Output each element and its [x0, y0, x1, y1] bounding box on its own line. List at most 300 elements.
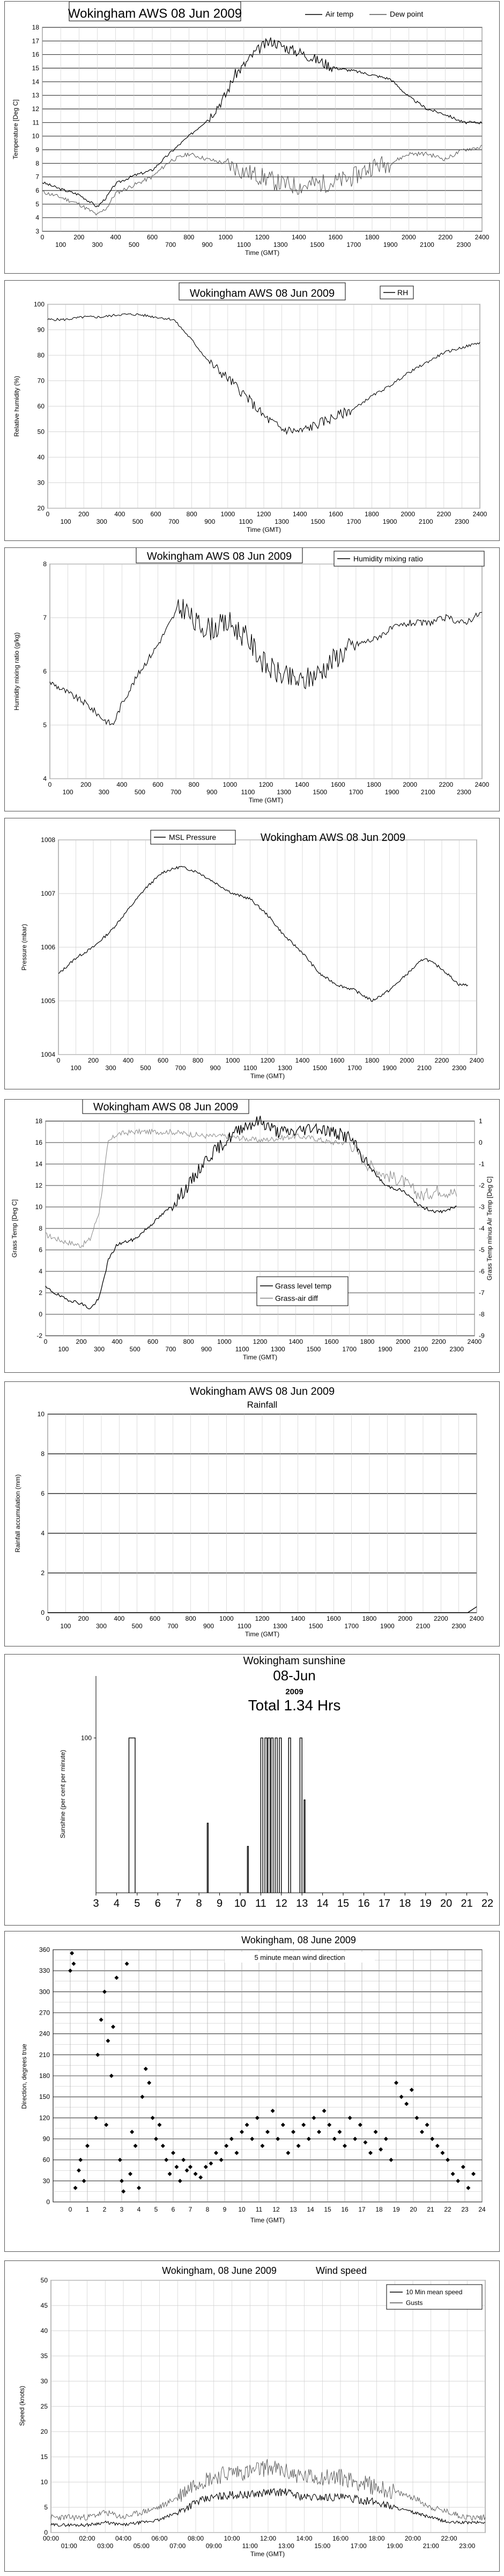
x-tick-label: 600 — [147, 1338, 159, 1345]
direction-point — [104, 2123, 108, 2127]
direction-point — [374, 2129, 378, 2134]
x-tick-label: 05:00 — [133, 2542, 150, 2550]
x-tick-label: 2300 — [451, 1622, 466, 1630]
x-tick-label: 100 — [60, 518, 71, 525]
y-tick-label: 6 — [41, 1490, 45, 1497]
y-tick-label: 1007 — [41, 890, 55, 897]
x-tick-label: 800 — [185, 1615, 196, 1622]
x-tick-label: 1300 — [273, 241, 288, 248]
chart-title: Wokingham AWS 08 Jun 2009 — [189, 288, 335, 299]
x-tick-label: 6 — [154, 1898, 161, 1909]
x-tick-label: 1600 — [328, 510, 343, 518]
direction-point — [394, 2081, 398, 2085]
x-tick-label: 2100 — [418, 518, 433, 525]
grass-air-diff-line — [46, 1129, 457, 1247]
x-tick-label: 300 — [98, 788, 109, 796]
x-tick-label: 2200 — [431, 1338, 446, 1345]
sunshine-bar — [129, 1738, 135, 1893]
x-tick-label: 19 — [419, 1898, 432, 1909]
mixing-ratio-chart — [5, 548, 499, 811]
x-tick-label: 1700 — [346, 241, 361, 248]
y-tick-label: 5 — [43, 721, 47, 729]
direction-point — [353, 2137, 357, 2141]
rh-chart-panel — [4, 280, 500, 541]
sunshine-bar — [268, 1738, 270, 1893]
x-tick-label: 2400 — [472, 510, 487, 518]
y-tick-label: 330 — [39, 1967, 50, 1975]
x-tick-label: 02:00 — [79, 2535, 95, 2542]
x-tick-label: 6 — [171, 2206, 175, 2213]
y-tick-label: 50 — [37, 428, 45, 436]
direction-point — [114, 1975, 118, 1980]
x-tick-label: 2400 — [469, 1615, 484, 1622]
x-axis-label: Time (GMT) — [246, 526, 281, 533]
direction-point — [209, 2161, 213, 2165]
direction-point — [240, 2129, 244, 2134]
direction-point — [245, 2123, 249, 2127]
legend-label-gusts: Gusts — [406, 2299, 423, 2307]
y-tick-label: 60 — [37, 402, 45, 410]
x-tick-label: 300 — [105, 1064, 116, 1072]
x-tick-label: 500 — [129, 1345, 140, 1353]
chart-title: Wokingham AWS 08 Jun 2009 — [68, 6, 242, 21]
direction-point — [348, 2116, 352, 2120]
y-tick-label: 7 — [35, 173, 39, 181]
direction-point — [389, 2158, 393, 2162]
x-tick-label: 700 — [175, 1064, 186, 1072]
x-tick-label: 16:00 — [332, 2535, 349, 2542]
direction-point — [171, 2151, 175, 2155]
rh-chart — [5, 281, 499, 540]
y-axis-label: Grass Temp [Deg C] — [11, 1199, 18, 1258]
y-axis-label: Speed (knots) — [18, 2385, 26, 2426]
y-tick-label: 45 — [40, 2302, 48, 2309]
direction-point — [255, 2116, 260, 2120]
y-tick-label: 4 — [41, 1529, 45, 1537]
y-tick-label: 13 — [32, 91, 39, 99]
x-tick-label: 0 — [56, 1057, 61, 1064]
x-tick-label: 1900 — [383, 241, 398, 248]
x-tick-label: 1700 — [344, 1622, 359, 1630]
x-tick-label: 2000 — [401, 510, 416, 518]
x-tick-label: 2000 — [398, 1615, 413, 1622]
x-tick-label: 500 — [132, 518, 143, 525]
y-tick-label: 9 — [35, 146, 39, 153]
direction-point — [181, 2158, 186, 2162]
x-axis-label: Time (GMT) — [244, 249, 280, 257]
y2-tick-label: -5 — [479, 1246, 485, 1254]
direction-point — [151, 2116, 155, 2120]
x-tick-label: 1900 — [380, 1622, 395, 1630]
direction-point — [111, 2025, 115, 2029]
x-tick-label: 300 — [93, 1345, 105, 1353]
x-tick-label: 1300 — [270, 1345, 285, 1353]
x-tick-label: 1600 — [326, 1615, 341, 1622]
y2-tick-label: -6 — [479, 1268, 485, 1275]
chart-title: Wokingham AWS 08 Jun 2009 — [260, 832, 406, 844]
direction-point — [204, 2165, 208, 2169]
direction-point — [312, 2116, 316, 2120]
x-tick-label: 2200 — [434, 1057, 449, 1064]
y-tick-label: 30 — [40, 2377, 48, 2385]
direction-point — [99, 2018, 103, 2022]
y-tick-label: 1006 — [41, 943, 55, 951]
x-tick-label: 15 — [337, 1898, 350, 1909]
grass-temp-chart — [5, 1100, 499, 1372]
y-tick-label: 11 — [32, 119, 39, 127]
y-tick-label: 6 — [43, 668, 47, 675]
x-tick-label: 700 — [165, 1345, 176, 1353]
x-tick-label: 13 — [296, 1898, 308, 1909]
x-tick-label: 600 — [152, 781, 164, 788]
direction-point — [164, 2158, 168, 2162]
y-tick-label: 90 — [37, 326, 45, 334]
y-tick-label: 30 — [42, 2177, 50, 2185]
y-tick-label: 2 — [39, 1289, 42, 1297]
x-tick-label: 1300 — [278, 1064, 292, 1072]
x-tick-label: 10 — [238, 2206, 246, 2213]
x-tick-label: 1400 — [291, 233, 306, 241]
y2-tick-label: 0 — [479, 1139, 483, 1146]
x-tick-label: 1500 — [306, 1345, 321, 1353]
direction-point — [271, 2109, 275, 2113]
x-tick-label: 2400 — [475, 781, 490, 788]
x-tick-label: 1900 — [384, 788, 399, 796]
direction-point — [185, 2168, 189, 2172]
x-tick-label: 01:00 — [61, 2542, 77, 2550]
direction-point — [307, 2137, 311, 2141]
x-tick-label: 0 — [46, 1615, 50, 1622]
x-tick-label: 1100 — [235, 1345, 249, 1353]
direction-point — [106, 2039, 110, 2043]
x-tick-label: 2300 — [449, 1345, 464, 1353]
direction-point — [301, 2123, 306, 2127]
x-tick-label: 2300 — [456, 241, 471, 248]
x-tick-label: 2100 — [420, 788, 435, 796]
wind-speed-chart-panel — [4, 2260, 500, 2572]
x-tick-label: 1500 — [313, 788, 328, 796]
y2-tick-label: -4 — [479, 1225, 485, 1232]
x-tick-label: 200 — [76, 1338, 87, 1345]
wind-speed-chart — [5, 2261, 499, 2571]
x-tick-label: 11:00 — [242, 2542, 258, 2550]
direction-point — [134, 2144, 138, 2148]
x-tick-label: 1800 — [362, 1615, 377, 1622]
x-tick-label: 300 — [96, 518, 107, 525]
direction-point — [379, 2147, 383, 2151]
direction-point — [404, 2102, 409, 2106]
y-tick-label: 14 — [35, 1160, 42, 1168]
direction-point — [281, 2123, 285, 2127]
direction-point — [137, 2186, 141, 2190]
direction-point — [95, 2053, 100, 2057]
direction-point — [425, 2123, 429, 2127]
sunshine-bar — [288, 1738, 291, 1893]
x-tick-label: 19 — [392, 2206, 400, 2213]
legend-label-grass-temp: Grass level temp — [275, 1282, 332, 1290]
y-tick-label: 10 — [35, 1203, 42, 1211]
direction-point — [440, 2151, 444, 2155]
y-tick-label: 40 — [37, 453, 45, 461]
x-tick-label: 16 — [358, 1898, 370, 1909]
y-tick-label: 0 — [46, 2198, 50, 2206]
x-tick-label: 23:00 — [459, 2542, 476, 2550]
x-tick-label: 700 — [168, 518, 180, 525]
grass-temp-line — [46, 1116, 457, 1309]
y2-tick-label: -3 — [479, 1203, 485, 1211]
direction-point — [68, 1968, 72, 1973]
x-tick-label: 2200 — [436, 510, 451, 518]
x-tick-label: 1800 — [367, 781, 381, 788]
x-tick-label: 16 — [341, 2206, 349, 2213]
pressure-chart-panel — [4, 818, 500, 1089]
x-tick-label: 2400 — [469, 1057, 484, 1064]
x-tick-label: 1300 — [277, 788, 291, 796]
y-tick-label: 8 — [35, 159, 39, 167]
x-tick-label: 2400 — [467, 1338, 482, 1345]
x-tick-label: 100 — [62, 788, 73, 796]
x-tick-label: 3 — [93, 1898, 99, 1909]
y-tick-label: 80 — [37, 352, 45, 359]
direction-point — [168, 2172, 172, 2176]
x-tick-label: 2000 — [399, 1057, 414, 1064]
x-tick-label: 1200 — [255, 233, 270, 241]
x-tick-label: 2000 — [403, 781, 418, 788]
y2-tick-label: -7 — [479, 1289, 485, 1297]
direction-point — [73, 2186, 78, 2190]
x-tick-label: 1700 — [349, 788, 364, 796]
sunshine-bar — [279, 1738, 281, 1893]
direction-point — [430, 2137, 434, 2141]
direction-point — [85, 2144, 90, 2148]
x-tick-label: 1 — [85, 2206, 90, 2213]
x-tick-label: 1700 — [346, 518, 361, 525]
y-tick-label: 300 — [39, 1988, 50, 1996]
rainfall-chart-panel — [4, 1381, 500, 1646]
direction-point — [260, 2144, 264, 2148]
direction-point — [154, 2137, 158, 2141]
y-tick-label: 0 — [41, 1609, 45, 1616]
chart-title: Wokingham sunshine — [243, 1655, 346, 1667]
x-tick-label: 2300 — [457, 788, 471, 796]
direction-point — [286, 2151, 290, 2155]
direction-point — [118, 2158, 122, 2162]
sunshine-bar — [247, 1846, 248, 1893]
x-tick-label: 0 — [43, 1338, 48, 1345]
direction-point — [466, 2186, 470, 2190]
x-tick-label: 5 — [154, 2206, 158, 2213]
direction-point — [194, 2172, 198, 2176]
y-tick-label: 270 — [39, 2009, 50, 2017]
y-tick-label: 100 — [33, 301, 45, 308]
y-tick-label: 5 — [44, 2504, 48, 2511]
x-tick-label: 9 — [223, 2206, 227, 2213]
x-tick-label: 1900 — [377, 1345, 392, 1353]
x-tick-label: 2300 — [455, 518, 469, 525]
x-tick-label: 1000 — [218, 233, 233, 241]
chart-title: Wokingham AWS 08 Jun 2009 — [189, 1386, 335, 1397]
direction-point — [71, 1962, 76, 1966]
y-axis-label: Pressure (mbar) — [20, 924, 28, 971]
y-tick-label: 10 — [40, 2478, 48, 2486]
direction-point — [446, 2158, 450, 2162]
y-tick-label: 25 — [40, 2403, 48, 2410]
x-tick-label: 19:00 — [387, 2542, 403, 2550]
direction-point — [109, 2074, 114, 2078]
direction-point — [121, 2189, 125, 2193]
x-axis-label: Time (GMT) — [250, 2216, 285, 2224]
direction-point — [174, 2165, 179, 2169]
y-tick-label: 120 — [39, 2114, 50, 2122]
x-tick-label: 21 — [427, 2206, 434, 2213]
direction-point — [420, 2129, 424, 2134]
x-tick-label: 600 — [149, 1615, 161, 1622]
y-tick-label: 210 — [39, 2051, 50, 2059]
x-tick-label: 12 — [272, 2206, 280, 2213]
direction-point — [140, 2095, 144, 2099]
chart-subtitle: Wind speed — [316, 2265, 367, 2276]
x-tick-label: 500 — [134, 788, 145, 796]
x-tick-label: 900 — [204, 518, 216, 525]
direction-point — [78, 2158, 83, 2162]
direction-point — [128, 2172, 132, 2176]
y-tick-label: 4 — [39, 1268, 42, 1275]
x-tick-label: 8 — [196, 1898, 202, 1909]
x-tick-label: 400 — [112, 1338, 123, 1345]
mixing-ratio-chart-panel — [4, 547, 500, 811]
y-tick-label: 18 — [35, 1117, 42, 1125]
y-tick-label: 16 — [35, 1139, 42, 1146]
x-tick-label: 1800 — [365, 233, 380, 241]
direction-point — [410, 2088, 414, 2092]
x-tick-label: 0 — [68, 2206, 72, 2213]
x-tick-label: 800 — [186, 510, 197, 518]
x-tick-label: 200 — [78, 510, 90, 518]
direction-point — [94, 2116, 98, 2120]
x-tick-label: 2100 — [413, 1345, 428, 1353]
x-axis-label: Time (GMT) — [250, 2550, 285, 2558]
chart-title: Wokingham, 08 June 2009 — [162, 2265, 277, 2276]
x-tick-label: 1800 — [365, 510, 379, 518]
x-tick-label: 03:00 — [97, 2542, 114, 2550]
direction-point — [250, 2137, 254, 2141]
x-tick-label: 600 — [146, 233, 158, 241]
direction-point — [147, 2081, 151, 2085]
y-axis-label: Direction, degrees true — [20, 2044, 28, 2109]
x-tick-label: 2300 — [452, 1064, 466, 1072]
x-tick-label: 400 — [110, 233, 121, 241]
y2-tick-label: 1 — [479, 1117, 483, 1125]
direction-point — [322, 2109, 327, 2113]
x-tick-label: 1900 — [382, 1064, 397, 1072]
x-tick-label: 1900 — [382, 518, 397, 525]
x-tick-label: 900 — [203, 1622, 214, 1630]
x-tick-label: 7 — [188, 2206, 192, 2213]
x-tick-label: 1600 — [324, 1338, 339, 1345]
chart-subtitle: Rainfall — [247, 1400, 278, 1410]
sunshine-bar — [304, 1800, 305, 1893]
x-tick-label: 1000 — [217, 1338, 232, 1345]
y-tick-label: 5 — [35, 200, 39, 208]
direction-point — [291, 2129, 295, 2134]
x-tick-label: 9 — [216, 1898, 223, 1909]
x-tick-label: 1600 — [328, 233, 343, 241]
x-tick-label: 900 — [206, 788, 218, 796]
direction-point — [198, 2175, 203, 2179]
y-axis-label: Temperature [Deg C] — [12, 99, 19, 159]
direction-point — [399, 2095, 404, 2099]
direction-point — [70, 1951, 74, 1956]
x-tick-label: 20:00 — [404, 2535, 421, 2542]
x-tick-label: 13 — [290, 2206, 297, 2213]
x-tick-label: 1700 — [342, 1345, 357, 1353]
direction-point — [224, 2144, 228, 2148]
x-tick-label: 1500 — [308, 1622, 323, 1630]
y-tick-label: 10 — [32, 132, 39, 140]
y-tick-label: 8 — [43, 560, 47, 568]
y-tick-label: 6 — [35, 187, 39, 194]
sunshine-bar — [300, 1738, 302, 1893]
x-tick-label: 1100 — [236, 241, 251, 248]
y-tick-label: 18 — [32, 24, 39, 31]
sunshine-chart-panel — [4, 1654, 500, 1926]
x-tick-label: 22 — [481, 1898, 494, 1909]
y-tick-label: 50 — [40, 2277, 48, 2284]
y-tick-label: 240 — [39, 2030, 50, 2038]
x-tick-label: 1500 — [310, 241, 324, 248]
direction-point — [363, 2140, 367, 2145]
x-tick-label: 1100 — [241, 788, 255, 796]
x-tick-label: 12:00 — [260, 2535, 277, 2542]
legend-label-grass-air-diff: Grass-air diff — [275, 1294, 318, 1302]
x-tick-label: 2000 — [396, 1338, 411, 1345]
x-tick-label: 8 — [205, 2206, 210, 2213]
x-tick-label: 10:00 — [224, 2535, 240, 2542]
x-tick-label: 400 — [114, 1615, 125, 1622]
direction-point — [456, 2179, 460, 2183]
x-tick-label: 1400 — [288, 1338, 303, 1345]
y-tick-label: 150 — [39, 2093, 50, 2101]
x-tick-label: 1100 — [237, 1622, 251, 1630]
temperature-chart-panel — [4, 1, 500, 274]
pressure-chart — [5, 818, 499, 1089]
x-tick-label: 4 — [137, 2206, 141, 2213]
x-tick-label: 21 — [461, 1898, 473, 1909]
x-tick-label: 1000 — [225, 1057, 240, 1064]
x-tick-label: 22:00 — [441, 2535, 457, 2542]
x-tick-label: 10 — [234, 1898, 247, 1909]
y2-tick-label: -2 — [479, 1182, 485, 1189]
x-tick-label: 400 — [116, 781, 128, 788]
x-tick-label: 2200 — [438, 233, 453, 241]
legend-label-pressure: MSL Pressure — [169, 833, 217, 841]
x-tick-label: 200 — [78, 1615, 89, 1622]
sunshine-chart — [5, 1655, 499, 1925]
x-tick-label: 1500 — [310, 518, 325, 525]
x-tick-label: 1800 — [365, 1057, 380, 1064]
x-tick-label: 4 — [113, 1898, 120, 1909]
sunshine-bar — [271, 1738, 273, 1893]
direction-point — [265, 2129, 270, 2134]
x-tick-label: 1300 — [272, 1622, 287, 1630]
x-axis-label: Time (GMT) — [242, 1353, 278, 1361]
y-tick-label: 2 — [41, 1569, 45, 1577]
direction-point — [82, 2179, 86, 2183]
sunshine-bar — [261, 1738, 263, 1893]
direction-point — [77, 2168, 81, 2172]
y-tick-label: 12 — [35, 1182, 42, 1189]
x-tick-label: 23 — [461, 2206, 469, 2213]
